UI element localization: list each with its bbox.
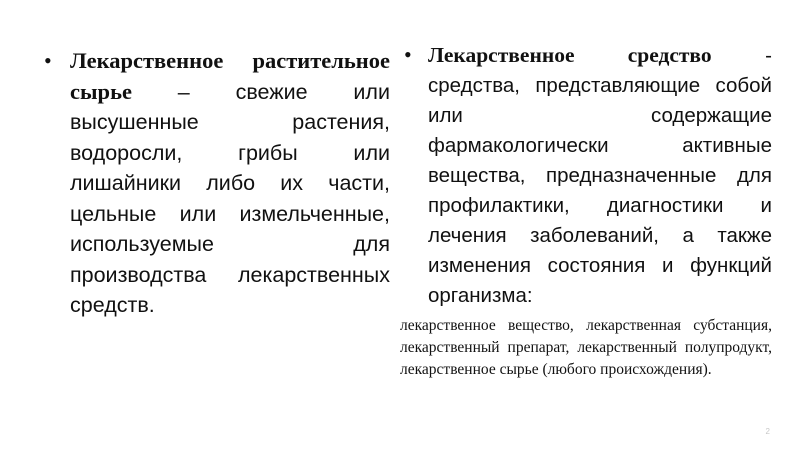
term-dash: -	[711, 44, 772, 67]
right-definition-block	[400, 40, 772, 381]
bullet-item-raw-material	[44, 46, 390, 321]
page-number: 2	[765, 427, 770, 436]
definition-raw-material: свежие или высушенные растения, водоросли, грибы или лишайники либо их части, цельные или измельченные, используемые для производства лекарственных средств.	[70, 79, 390, 317]
term-raw-material: Лекарственное растительное сырье	[70, 48, 390, 104]
medicine-subtypes-text: лекарственное вещество, лекарственная субстанция, лекарственный препарат, лекарственный полупродукт, лекарственное сырье (любого происхождения).	[400, 317, 772, 378]
term-dash: –	[131, 79, 236, 104]
bullet-icon: •	[404, 42, 412, 67]
bullet-item-medicine	[404, 40, 772, 311]
definition-paragraph	[70, 46, 390, 321]
term-medicine: Лекарственное средство	[428, 43, 712, 67]
definition-paragraph	[428, 40, 772, 311]
bullet-icon: •	[44, 48, 52, 73]
left-definition-block	[44, 46, 390, 321]
definition-medicine: средства, представляющие собой или содержащие фармакологически активные вещества, предназначенные для профилактики, диагностики и лечения заболеваний, а также изменения состояния и функций организма:	[428, 74, 772, 307]
